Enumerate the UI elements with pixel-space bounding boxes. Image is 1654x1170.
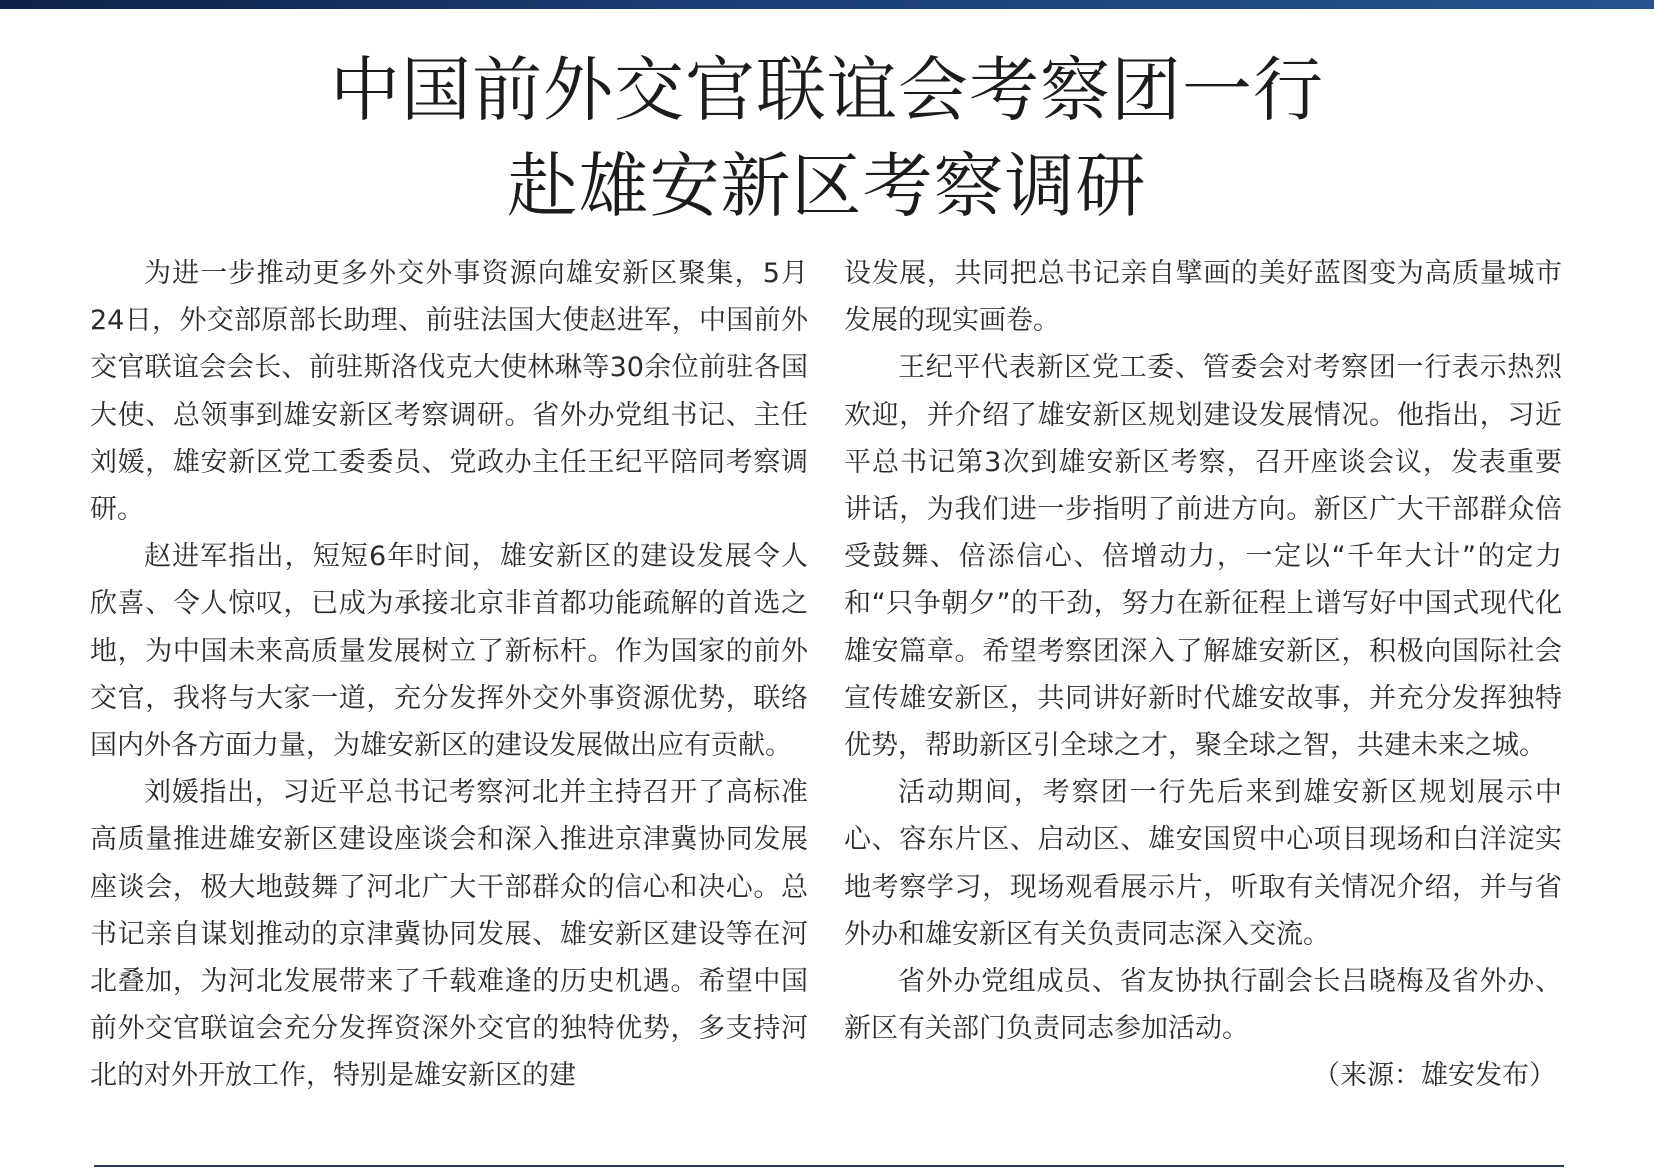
paragraph: 活动期间，考察团一行先后来到雄安新区规划展示中心、容东片区、启动区、雄安国贸中心项目现场和白洋淀实地考察学习，现场观看展示片，听取有关情况介绍，并与省外办和雄安新区有关负责同志深入交流。 [844, 777, 1562, 950]
paragraph: 赵进军指出，短短6年时间，雄安新区的建设发展令人欣喜、令人惊叹，已成为承接北京非首都功能疏解的首选之地，为中国未来高质量发展树立了新标杆。作为国家的前外交官，我将与大家一道，充分发挥外交外事资源优势，联络国内外各方面力量，为雄安新区的建设发展做出应有贡献。 [90, 541, 808, 762]
top-accent-bar [0, 0, 1654, 9]
source-credit: （来源：雄安发布） [1313, 1060, 1556, 1092]
paragraph: 省外办党组成员、省友协执行副会长吕晓梅及省外办、新区有关部门负责同志参加活动。 [844, 966, 1562, 1045]
headline [0, 42, 1654, 234]
article-body [90, 250, 1580, 1150]
paragraph-continuation: 设发展，共同把总书记亲自擘画的美好蓝图变为高质量城市发展的现实画卷。 [844, 258, 1562, 337]
paragraph: 刘媛指出，习近平总书记考察河北并主持召开了高标准高质量推进雄安新区建设座谈会和深入推进京津冀协同发展座谈会，极大地鼓舞了河北广大干部群众的信心和决心。总书记亲自谋划推动的京津冀协同发展、雄安新区建设等在河北叠加，为河北发展带来了千载难逢的历史机遇。希望中国前外交官联谊会充分发挥资深外交官的独特优势，多支持河北的对外开放工作，特别是雄安新区的建 [90, 777, 808, 1092]
right-column [844, 250, 1562, 1100]
headline-line-2: 赴雄安新区考察调研 [507, 145, 1147, 227]
paragraph: 王纪平代表新区党工委、管委会对考察团一行表示热烈欢迎，并介绍了雄安新区规划建设发展情况。他指出，习近平总书记第3次到雄安新区考察，召开座谈会议，发表重要讲话，为我们进一步指明了前进方向。新区广大干部群众倍受鼓舞、倍添信心、倍增动力，一定以“千年大计”的定力和“只争朝夕”的干劲，努力在新征程上谱写好中国式现代化雄安篇章。希望考察团深入了解雄安新区，积极向国际社会宣传雄安新区，共同讲好新时代雄安故事，并充分发挥独特优势，帮助新区引全球之才，聚全球之智，共建未来之城。 [844, 352, 1562, 762]
bottom-divider [94, 1165, 1564, 1167]
headline-line-1: 中国前外交官联谊会考察团一行 [330, 49, 1324, 131]
left-column [90, 250, 808, 1100]
paragraph: 为进一步推动更多外交外事资源向雄安新区聚集，5月24日，外交部原部长助理、前驻法国大使赵进军，中国前外交官联谊会会长、前驻斯洛伐克大使林琳等30余位前驻各国大使、总领事到雄安新区考察调研。省外办党组书记、主任刘媛，雄安新区党工委委员、党政办主任王纪平陪同考察调研。 [90, 258, 808, 526]
